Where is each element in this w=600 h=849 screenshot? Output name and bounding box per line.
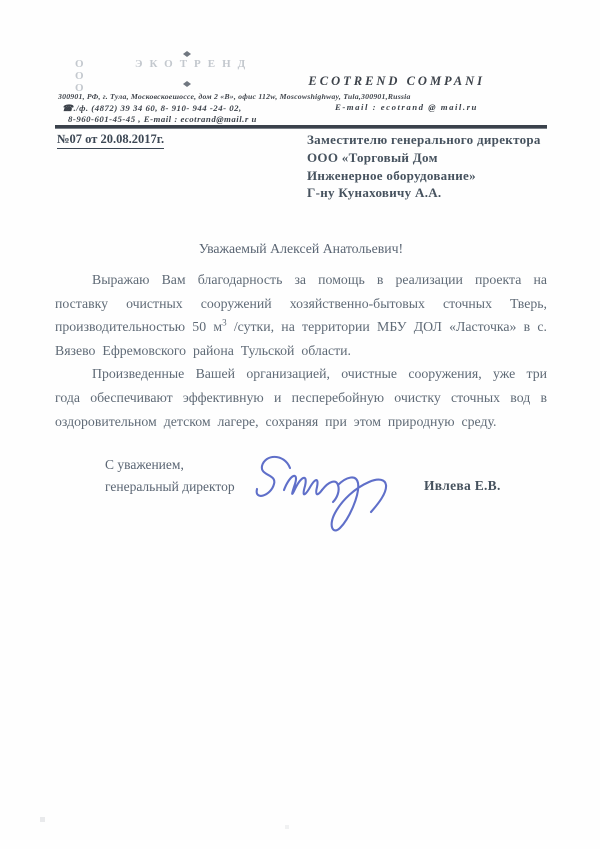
reference-number: №07 от 20.08.2017г. [57, 132, 164, 149]
header-email: E-mail : ecotrand @ mail.ru [335, 102, 478, 112]
closing-title: генеральный директор [105, 479, 235, 494]
header-divider-rule [55, 125, 547, 129]
logo-ooo-text: О О О [75, 58, 93, 94]
paragraph-2: Произведенные Вашей организацией, очистные сооружения, уже три года обеспечивают эффективную и песперебойную очистку сточных вод в оздоровительном детском лагере, сохраняя при этом природную среду. [55, 366, 547, 429]
phone-line-1: ☎./ф. (4872) 39 34 60, 8- 910- 944 -24- 02, [62, 103, 242, 113]
recipient-line-2: ООО «Торговый Дом [307, 149, 438, 165]
logo-brand-text: ЭКОТРЕНД [135, 58, 253, 70]
company-name-english: ECOTREND COMPANI [308, 74, 485, 88]
paragraph-1-text: Выражаю Вам благодарность за помощь в реализации проекта на поставку очистных сооружений хозяйственно-бытовых сточных Тверь, производительностью 50 м [55, 272, 547, 335]
logo-diamond-top-icon [183, 51, 191, 57]
scan-artifact-speck [40, 817, 45, 822]
recipient-line-1: Заместителю генерального директора [307, 132, 541, 147]
recipient-block [307, 131, 557, 202]
cubic-meter-superscript: 3 [222, 317, 227, 328]
signatory-name: Ивлева Е.В. [424, 478, 501, 493]
recipient-line-4: Г-ну Кунаховичу А.А. [307, 185, 442, 201]
salutation: Уважаемый Алексей Анатольевич! [198, 241, 404, 256]
company-address: 300901, РФ, г. Тула, Московскоешоссе, дом 2 «В», офис 112w, Moscowshighway, Tula,300901,Russia [58, 92, 411, 101]
recipient-line-3: Инженерное оборудование» [307, 167, 476, 183]
paragraph-1 [55, 268, 547, 362]
signature-image [248, 446, 413, 541]
scan-artifact-speck-2 [285, 825, 289, 829]
phone-line-2: 8-960-601-45-45 , E-mail : ecotrand@mail.r u [68, 114, 257, 124]
paragraph-1-text-cont: /сутки, на территории МБУ ДОЛ «Ласточка» в с. Вязево Ефремовского района Тульской области. [55, 319, 547, 358]
closing-regards: С уважением, [105, 457, 184, 472]
letter-body [55, 268, 547, 433]
